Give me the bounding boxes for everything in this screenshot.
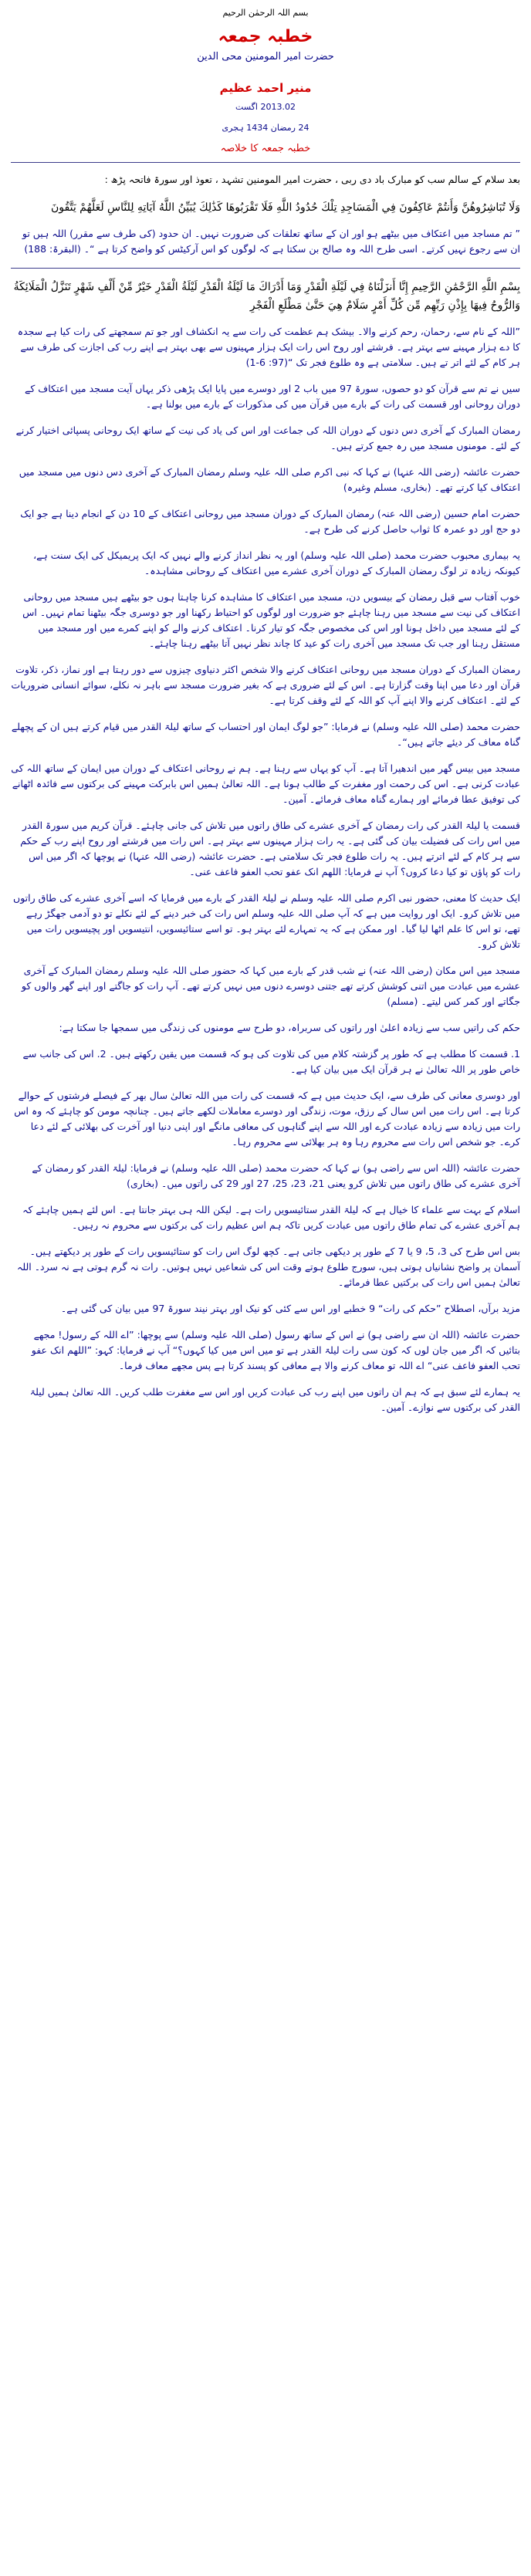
paragraph: اسلام کے بہت سے علماء کا خیال ہے کہ لیلۃ القدر ستائیسویں رات ہے۔ لیکن اللہ ہی بہتر جانتا ہے۔ اس لئے ہمیں چاہئے کہ ہم آخری عشرے کی تمام طاق راتوں میں عبادت کریں تاکہ ہم اس عظیم رات کی برکتوں سے محروم نہ رہیں۔ bbox=[22, 1204, 520, 1231]
paragraph: مسجد میں بیس گھر میں اندھیرا آتا ہے۔ آپ کو یہاں سے رہنا ہے۔ ہم نے روحانی اعتکاف کے دوران میں ایمان کے ساتھ اللہ کی عبادت کرنی ہے۔ اس کی رحمت اور مغفرت کے طالب ہونا ہے۔ اللہ تعالیٰ ہمیں اس بابرکت مہینے کی برکتوں سے فائدہ اٹھانے کی توفیق عطا فرمائے اور ہمارے گناہ معاف فرمائے۔ آمین۔ bbox=[11, 762, 520, 805]
page-title: خطبہ جمعہ bbox=[218, 27, 313, 46]
sermon-page bbox=[11, 8, 520, 1415]
page-subtitle: حضرت امیر المومنین محی الدین bbox=[197, 51, 334, 63]
paragraph: حضرت عائشہ (رضی اللہ عنہا) نے کہا کہ نبی اکرم صلی اللہ علیہ وسلم رمضان المبارک کے آخری دس دنوں میں مسجد میں اعتکاف کیا کرتے تھے۔ (بخاری، مسلم وغیرہ) bbox=[19, 466, 520, 493]
paragraph: یہ بیماری محبوب حضرت محمد (صلی اللہ علیہ وسلم) اور یہ نظر انداز کرنے والے نہیں کہ ایک پریمیکل کی ایک سنت ہے، کیونکہ زیادہ تر لوگ رمضان المبارک کے دوران آخری عشرے میں اعتکاف کے روحانی مشاہدہ۔ bbox=[33, 549, 520, 576]
paragraph: حضرت محمد (صلی اللہ علیہ وسلم) نے فرمایا: ”جو لوگ ایمان اور احتساب کے ساتھ لیلۃ القدر میں قیام کرتے ہیں ان کے پچھلے گناہ معاف کر دیئے جاتے ہیں“۔ bbox=[11, 721, 520, 748]
divider bbox=[11, 162, 520, 163]
quran-verse-1: وَلَا تُبَاشِرُوهُنَّ وَأَنتُمْ عَاكِفُونَ فِي الْمَسَاجِدِ تِلْكَ حُدُودُ اللَّهِ فَلَا تَقْرَبُوهَا كَذَٰلِكَ يُبَيِّنُ اللَّهُ آيَاتِهِ لِلنَّاسِ لَعَلَّهُمْ يَتَّقُونَ bbox=[51, 201, 520, 214]
paragraph: سیں نے تم سے قرآن کو دو حصوں، سورۃ 97 میں باب 2 اور دوسرے میں پایا ایک پڑھی ذکر یہاں آیت مسجد میں اعتکاف کے دوران روحانی اور قسمت کی رات کے بارے میں قرآن میں کی مذکورات کے بارے میں بولنا ہے۔ bbox=[25, 383, 520, 410]
quran-verse-2: بِسْمِ اللَّهِ الرَّحْمَٰنِ الرَّحِيمِ إِنَّا أَنزَلْنَاهُ فِي لَيْلَةِ الْقَدْرِ وَمَا أَدْرَاكَ مَا لَيْلَةُ الْقَدْرِ لَيْلَةُ الْقَدْرِ خَيْرٌ مِّنْ أَلْفِ شَهْرٍ تَنَزَّلُ الْمَلَائِكَةُ وَالرُّوحُ فِيهَا بِإِذْنِ رَبِّهِم مِّن كُلِّ أَمْرٍ سَلَامٌ هِيَ حَتَّىٰ مَطْلَعِ الْفَجْرِ bbox=[13, 281, 520, 312]
paragraph-translation-1: ” تم مساجد میں اعتکاف میں بیٹھے ہو اور ان کے ساتھ تعلقات کی ضرورت نہیں۔ ان حدود (کی طرف سے مقرر) اللہ ہیں تو ان سے رجوع نہیں کرتے۔ اسی طرح اللہ وہ صالح بن سکتا ہے کہ لوگوں کو اس آرکیٹس کو واضح کرتا ہے “۔ (البقرۃ: 188) bbox=[22, 228, 520, 255]
paragraph: حضرت عائشہ (اللہ اس سے راضی ہو) نے کہا کہ حضرت محمد (صلی اللہ علیہ وسلم) نے فرمایا: لیلۃ القدر کو رمضان کے آخری عشرے کی طاق راتوں میں تلاش کرو یعنی 21، 23، 25، 27 اور 29 کی راتوں میں۔ (بخاری) bbox=[32, 1162, 520, 1189]
paragraph: حکم کی راتیں سب سے زیادہ اعلیٰ اور راتوں کی سربراہ، دو طرح سے مومنوں کی زندگی میں سمجھا جا سکتا ہے: bbox=[59, 1022, 520, 1033]
paragraph: قسمت یا لیلۃ القدر کی رات رمضان کے آخری عشرے کی طاق راتوں میں تلاش کی جانی چاہئے۔ قرآن کریم میں سورۃ القدر میں اس رات کی فضیلت بیان کی گئی ہے۔ یہ رات ہزار مہینوں سے بہتر ہے۔ اس رات میں فرشتے اور روح اپنے رب کے حکم سے ہر کام کے لئے اترتے ہیں۔ یہ رات طلوع فجر تک سلامتی ہے۔ حضرت عائشہ (رضی اللہ عنہا) نے پوچھا کہ اگر میں اس رات کو پاؤں تو کیا دعا کروں؟ آپ نے فرمایا: اللھم انک عفو تحب العفو فاعف عنی۔ bbox=[20, 820, 520, 877]
paragraph: مزید برآں، اصطلاح ”حکم کی رات“ 9 خطبے اور اس سے کئی کو نیک اور بہتر نیند سورۃ 97 میں بیان کی گئی ہے۔ bbox=[60, 1303, 520, 1314]
paragraph-list: 1. قسمت کا مطلب ہے کہ طور پر گزشتہ کلام میں کی تلاوت کی ہو کہ قسمت میں یقین رکھتے ہیں۔ 2. اس کی جانب سے خاص طور پر اللہ تعالیٰ نے ہر قرآن ایک میں بیان کیا ہے۔ bbox=[22, 1048, 520, 1075]
paragraph: مسجد میں اس مکان (رضی اللہ عنہ) نے شب قدر کے بارے میں کہا کہ حضور صلی اللہ علیہ وسلم رمضان المبارک کے آخری عشرے میں عبادت میں اتنی کوشش کرتے تھے جتنی دوسرے دنوں میں نہیں کرتے تھے۔ آپ رات کو جاگتے اور اپنے گھر والوں کو جگاتے اور کمر کس لیتے۔ (مسلم) bbox=[21, 965, 520, 1007]
paragraph: رمضان المبارک کے آخری دس دنوں کے دوران اللہ کی جماعت اور اس کی یاد کی نیت کے ساتھ ایک روحانی پسپائی اختیار کرنے کے لئے۔ مومنوں مسجد میں رہ جمع کرتے ہیں۔ bbox=[15, 424, 520, 451]
paragraph: ایک حدیث کا معنی، حضور نبی اکرم صلی اللہ علیہ وسلم نے لیلۃ القدر کے بارے میں فرمایا کہ اسے آخری عشرے کی طاق راتوں میں تلاش کرو۔ ایک اور روایت میں ہے کہ آپ صلی اللہ علیہ وسلم اس رات کی خبر دینے کے لئے نکلے تو دو آدمی جھگڑ رہے تھے، تو اس کا علم اٹھا لیا گیا۔ اور ممکن ہے کہ یہ تمہارے لئے بہتر ہو۔ تو اسے ستائیسویں، انتیسویں اور پچیسویں رات میں تلاش کرو۔ bbox=[13, 892, 520, 950]
paragraph: خوب آفتاب سے قبل رمضان کے بیسویں دن، مسجد میں اعتکاف کا مشاہدہ کرنا چاہتا ہوں جو بیٹھے ہیں مسجد میں روحانی اعتکاف کی نیت سے مسجد میں رہنا چاہئے جو ضرورت اور لوگوں کو احتیاط رکھنا اور جو دوسری جگہ بیٹھنا تمام نہیں۔ اس کے لئے مسجد میں داخل ہونا اور اس کی مخصوص جگہ کو تیار کرنا۔ اعتکاف کرنے والے کو اپنے کمرے میں اور مسجد میں مستقل رہنا اور جب تک مسجد میں آخری رات کو عید کا چاند نظر نہیں آتا بیٹھے رہنا چاہئے۔ bbox=[22, 591, 520, 649]
summary-heading: خطبہ جمعہ کا خلاصہ bbox=[220, 143, 311, 154]
date-hijri: 24 رمضان 1434 ہجری bbox=[222, 123, 309, 133]
paragraph: حضرت امام حسین (رضی اللہ عنہ) رمضان المبارک کے دوران مسجد میں روحانی اعتکاف کے 10 دن کے انجام دینا ہے جو ایک دو حج اور دو عمرہ کا ثواب حاصل کرنے کی طرح ہے۔ bbox=[20, 508, 520, 535]
paragraph: یہ ہمارے لئے سبق ہے کہ ہم ان راتوں میں اپنے رب کی عبادت کریں اور اس سے مغفرت طلب کریں۔ اللہ تعالیٰ ہمیں لیلۃ القدر کی برکتوں سے نوازے۔ آمین۔ bbox=[29, 1386, 520, 1413]
bismillah: بسم اللہ الرحمٰن الرحیم bbox=[222, 8, 309, 18]
paragraph: رمضان المبارک کے دوران مسجد میں روحانی اعتکاف کرنے والا شخص اکثر دنیاوی چیزوں سے دور رہتا ہے اور نماز، ذکر، تلاوت قرآن اور دعا میں اپنا وقت گزارتا ہے۔ اس کے لئے ضروری ہے کہ بغیر ضرورت مسجد سے باہر نہ نکلے، سوائے انسانی ضروریات کے لئے۔ اعتکاف کرنے والا اپنے آپ کو اللہ کے لئے وقف کرتا ہے۔ bbox=[11, 664, 520, 706]
paragraph-intro: بعد سلام کے سالم سب کو مبارک باد دی ربی ، حضرت امیر المومنین تشہد ، تعوذ اور سورۃ فاتحہ پڑھ : bbox=[104, 174, 520, 185]
date-gregorian: 2013.02 اگست bbox=[235, 102, 296, 112]
paragraph: بس اس طرح کی 3، 5، 9 یا 7 کے طور پر دیکھی جاتی ہے۔ کچھ لوگ اس رات کو ستائیسویں رات کے طور پر دیکھتے ہیں۔ آسمان پر واضح نشانیاں ہوتی ہیں، سورج طلوع ہوتے وقت اس کی شعاعیں نہیں ہوتیں۔ رات نہ گرم ہوتی ہے نہ سرد۔ اللہ تعالیٰ ہمیں اس رات کی برکتیں عطا فرمائے۔ bbox=[17, 1246, 520, 1288]
paragraph: اور دوسری معانی کی طرف سے، ایک حدیث میں ہے کہ قسمت کی رات میں اللہ تعالیٰ سال بھر کے فیصلے فرشتوں کے حوالے کرتا ہے۔ اس رات میں اس سال کے رزق، موت، زندگی اور دوسرے معاملات لکھے جاتے ہیں۔ چنانچہ مومن کو چاہئے کہ وہ اس رات میں زیادہ سے زیادہ عبادت کرے اور اللہ سے اپنے گناہوں کی معافی مانگے اور اپنی دنیا اور آخرت کی بھلائی کے لئے دعا کرے۔ جو شخص اس رات سے محروم رہا وہ ہر بھلائی سے محروم رہا۔ bbox=[14, 1090, 520, 1148]
speaker-name: منیر احمد عظیم bbox=[219, 81, 312, 95]
divider bbox=[11, 268, 520, 269]
paragraph: حضرت عائشہ (اللہ ان سے راضی ہو) نے اس کے ساتھ رسول (صلی اللہ علیہ وسلم) سے پوچھا: ”اے اللہ کے رسول! مجھے بتائیں کہ اگر میں جان لوں کہ کون سی رات لیلۃ القدر ہے تو میں اس میں کیا کہوں؟“ آپ نے فرمایا: کہو: ”اللھم انک عفو تحب العفو فاعف عنی“ اے اللہ تو معاف کرنے والا ہے معافی کو پسند کرتا ہے پس مجھے معاف فرما۔ bbox=[31, 1329, 520, 1371]
paragraph-translation-2: ”اللہ کے نام سے، رحمان، رحم کرنے والا۔ بیشک ہم عظمت کی رات سے یہ انکشاف اور جو تم سمجھتے کی رات کیا ہے سجدہ کا دے ہزار مہینے سے بہتر ہے۔ فرشتے اور روح اس رات ایک ہزار مہینوں سے بھی بہتر ہے اپنے رب کی اجازت کی طرف سے ہر کام کے لئے اتر تے ہیں۔ سلامتی ہے وہ طلوع فجر تک “(97: 6-1) bbox=[17, 326, 520, 368]
